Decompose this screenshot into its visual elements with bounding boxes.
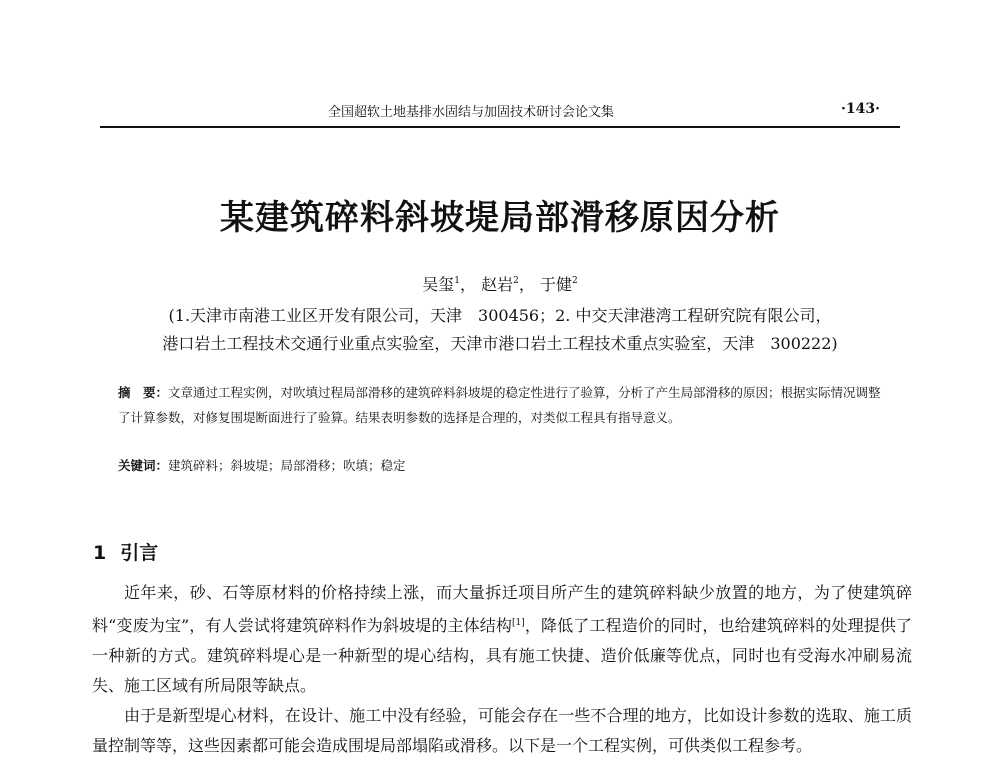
- section-heading: [93, 538, 158, 565]
- paragraph-text: ，降低了工程造价的同时，也给建筑碎料的处理提供了一种新的方式。建筑碎料堤心是一种新型的堤心结构，具有施工快捷、造价低廉等优点，同时也有受海水冲刷易流失、施工区域有所局限等缺点。: [92, 616, 912, 695]
- page-number: ·143·: [841, 101, 880, 117]
- citation-ref: [1]: [512, 618, 525, 628]
- keywords-text: 建筑碎料；斜坡堤；局部滑移；吹填；稳定: [168, 458, 406, 473]
- keywords-label: 关键词：: [118, 458, 169, 473]
- paragraph-text: 近年来，砂、石等原材料的价格持续上涨，而大量拆迁项目所产生的建筑碎料缺少放置的地方，为了使建筑碎料“变废为宝”，有人尝试将建筑碎料作为斜坡堤的主体结构: [92, 583, 912, 635]
- author-list: [0, 272, 1000, 295]
- author-affiliation-mark: 1: [454, 276, 461, 286]
- abstract-label: 摘 要：: [118, 385, 169, 400]
- paragraph: [92, 701, 912, 761]
- author-separator: ，: [460, 275, 477, 294]
- header-rule: [100, 126, 900, 128]
- abstract-text: 文章通过工程实例，对吹填过程局部滑移的建筑碎料斜坡堤的稳定性进行了验算，分析了产生局部滑移的原因；根据实际情况调整了计算参数，对修复围堤断面进行了验算。结果表明参数的选择是合理的，对类似工程具有指导意义。: [118, 385, 881, 425]
- body-text: [92, 578, 912, 761]
- running-header: [100, 101, 880, 123]
- author-name: 吴玺: [422, 275, 455, 294]
- author-name: 赵岩: [481, 275, 514, 294]
- section-number: 1: [93, 542, 107, 564]
- affiliation-line: (1.天津市南港工业区开发有限公司，天津 300456；2. 中交天津港湾工程研究院有限公司，: [168, 306, 832, 325]
- paragraph-text: 由于是新型堤心材料，在设计、施工中没有经验，可能会存在一些不合理的地方，比如设计参数的选取、施工质量控制等等，这些因素都可能会造成围堤局部塌陷或滑移。以下是一个工程实例，可供类似工程参考。: [92, 706, 912, 755]
- keywords: [118, 456, 888, 474]
- author-separator: ，: [518, 275, 535, 294]
- section-title: 引言: [120, 542, 159, 564]
- author-affiliation-mark: 2: [513, 276, 519, 286]
- affiliation-line: 港口岩土工程技术交通行业重点实验室，天津市港口岩土工程技术重点实验室，天津 300222): [162, 334, 838, 353]
- author-affiliation-mark: 2: [572, 276, 578, 286]
- journal-name: 全国超软土地基排水固结与加固技术研讨会论文集: [328, 105, 615, 120]
- abstract: [118, 380, 888, 430]
- paragraph: [92, 578, 912, 701]
- paper-title: 某建筑碎料斜坡堤局部滑移原因分析: [220, 198, 780, 238]
- author-name: 于健: [539, 275, 572, 294]
